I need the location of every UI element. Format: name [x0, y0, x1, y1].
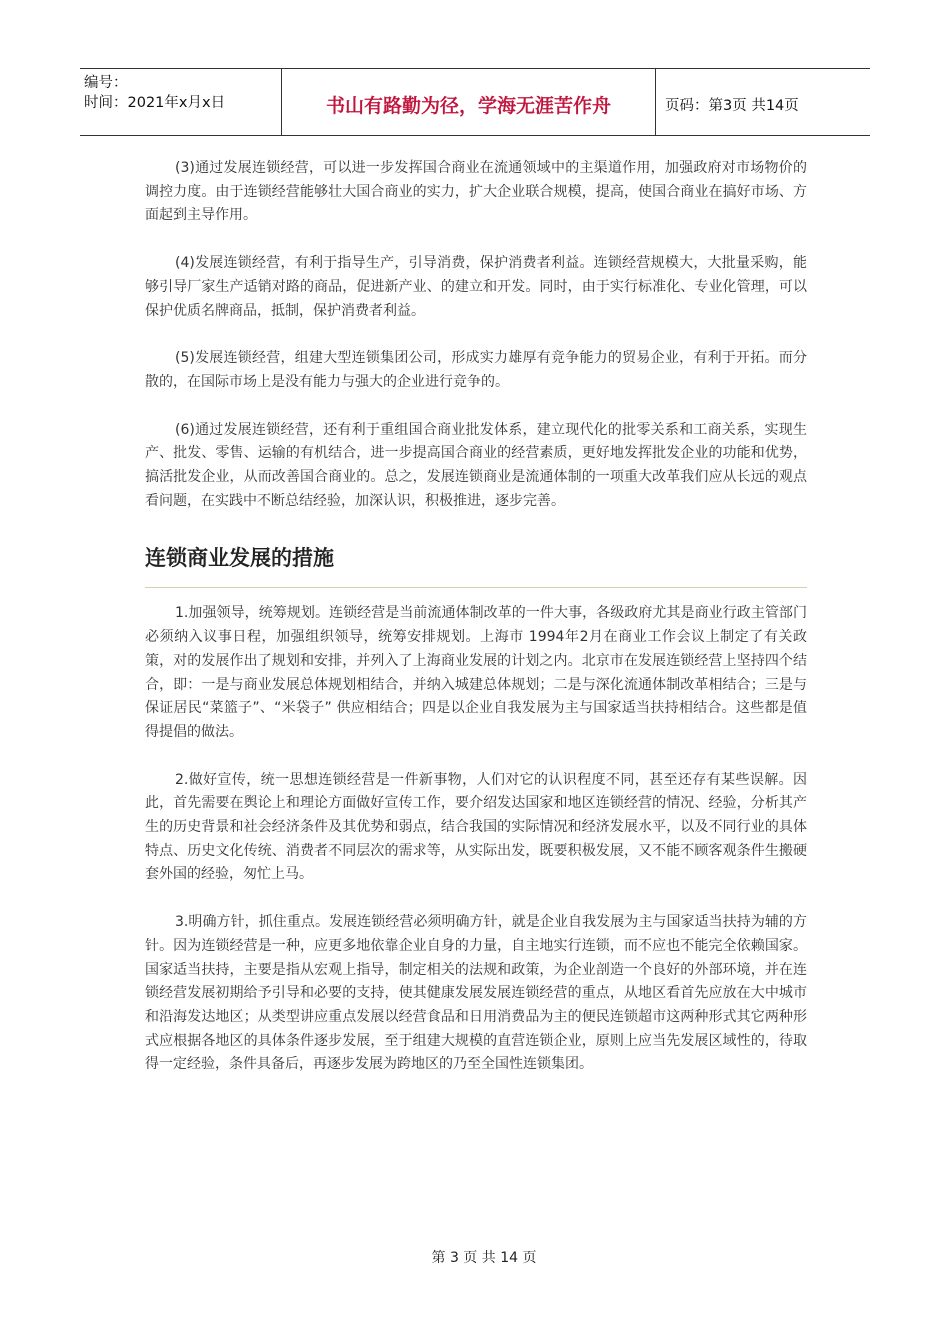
header-meta: [80, 69, 282, 135]
header-motto: 书山有路勤为径，学海无涯苦作舟: [282, 69, 656, 135]
section-heading: 连锁商业发展的措施: [145, 543, 807, 588]
paragraph: (3)通过发展连锁经营，可以进一步发挥国合商业在流通领域中的主渠道作用，加强政府对市场物价的调控力度。由于连锁经营能够壮大国合商业的实力，扩大企业联合规模，提高，使国合商业在搞好市场、方面起到主导作用。: [145, 160, 807, 224]
page-footer: 第 3 页 共 14 页: [431, 1250, 537, 1266]
paragraph: 3.明确方针，抓住重点。发展连锁经营必须明确方针，就是企业自我发展为主与国家适当扶持为辅的方针。因为连锁经营是一种，应更多地依靠企业自身的力量，自主地实行连锁，而不应也不能完全依赖国家。国家适当扶持，主要是指从宏观上指导，制定相关的法规和政策，为企业剖造一个良好的外部环境，并在连锁经营发展初期给予引导和必要的支持，使其健康发展发展连锁经营的重点，从地区看首先应放在大中城市和沿海发达地区；从类型讲应重点发展以经营食品和日用消费品为主的便民连锁超市这两种形式其它两种形式应根据各地区的具体条件逐步发展，至于组建大规模的直营连锁企业，原则上应当先发展区域性的，待取得一定经验，条件具备后，再逐步发展为跨地区的乃至全国性连锁集团。: [145, 914, 807, 1073]
time-label: 时间：2021年x月x日: [84, 95, 226, 111]
paragraph: 2.做好宣传，统一思想连锁经营是一件新事物，人们对它的认识程度不同，甚至还存有某些误解。因此，首先需要在舆论上和理论方面做好宣传工作，要介绍发达国家和地区连锁经营的情况、经验，分析其产生的历史背景和社会经济条件及其优势和弱点，结合我国的实际情况和经济发展水平，以及不同行业的具体特点、历史文化传统、消费者不同层次的需求等，从实际出发，既要积极发展，又不能不顾客观条件生搬硬套外国的经验，匆忙上马。: [145, 771, 807, 883]
page-header: [80, 68, 870, 136]
section-body: [145, 602, 807, 1077]
paragraph: (6)通过发展连锁经营，还有利于重组国合商业批发体系，建立现代化的批零关系和工商关系，实现生产、批发、零售、运输的有机结合，进一步提高国合商业的经营素质，更好地发挥批发企业的功能和优势，搞活批发企业，从而改善国合商业的。总之，发展连锁商业是流通体制的一项重大改革我们应从长远的观点看问题，在实践中不断总结经验，加深认识，积极推进，逐步完善。: [145, 421, 807, 509]
header-page-info: 页码：第3页 共14页: [665, 97, 799, 114]
document-body: [145, 157, 807, 1101]
paragraph: (5)发展连锁经营，组建大型连锁集团公司，形成实力雄厚有竞争能力的贸易企业，有利于开拓。而分散的，在国际市场上是没有能力与强大的企业进行竞争的。: [145, 350, 807, 390]
paragraph: (4)发展连锁经营，有利于指导生产，引导消费，保护消费者利益。连锁经营规模大，大批量采购，能够引导厂家生产适销对路的商品，促进新产业、的建立和开发。同时，由于实行标准化、专业化管理，可以保护优质名牌商品，抵制，保护消费者利益。: [145, 255, 807, 319]
code-label: 编号：: [84, 75, 128, 91]
paragraph: 1.加强领导，统筹规划。连锁经营是当前流通体制改革的一件大事，各级政府尤其是商业行政主管部门必须纳入议事日程，加强组织领导，统筹安排规划。上海市 1994年2月在商业工作会议上制定了有关政策，对的发展作出了规划和安排，并列入了上海商业发展的计划之内。北京市在发展连锁经营上坚持四个结合，即：一是与商业发展总体规划相结合，并纳入城建总体规划；二是与深化流通体制改革相结合；三是与保证居民“菜篮子”、“米袋子” 供应相结合；四是以企业自我发展为主与国家适当扶持相结合。这些都是值得提倡的做法。: [145, 605, 807, 740]
